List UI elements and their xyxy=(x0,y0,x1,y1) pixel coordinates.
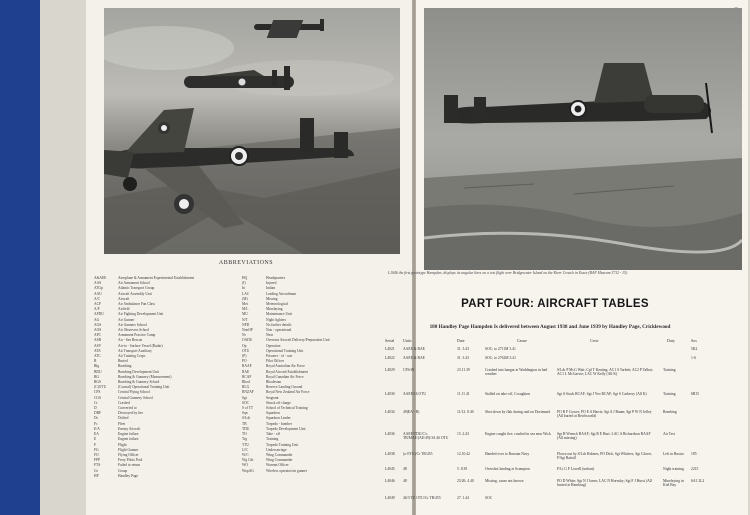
abbreviation-key: RAAF xyxy=(242,364,252,369)
abbreviation-key: OADU xyxy=(242,338,253,343)
abbreviation-meaning: Armament Practice Camp xyxy=(118,333,156,338)
table-cell-cause: SOC; to 2762M 3.41 xyxy=(485,356,516,360)
table-cell-duty: Left in Russia xyxy=(663,452,684,456)
abbreviation-key: W/C xyxy=(242,452,249,457)
table-cell-units: 48 xyxy=(403,467,407,471)
abbreviation-meaning: Royal Australian Air Force xyxy=(266,364,305,369)
table-cell-date: 31. 3.43 xyxy=(457,356,469,360)
table-cell-units: 49(EA - R) xyxy=(403,410,420,414)
abbreviation-key: DBF xyxy=(94,411,101,416)
abbreviation-meaning: Airfield xyxy=(118,307,130,312)
part-title: PART FOUR: AIRCRAFT TABLES xyxy=(461,298,649,310)
abbreviation-key: (C)OTU xyxy=(94,385,107,390)
table-cell-sos: 185 xyxy=(691,452,697,456)
table-cell-sos: 2215 xyxy=(691,467,699,471)
abbreviation-meaning: Crashed xyxy=(118,400,130,405)
abbreviation-meaning: Torpedo Training Unit xyxy=(266,442,299,447)
table-cell-serial: L4022 xyxy=(385,356,395,360)
abbreviation-meaning: Air Training Corps xyxy=(118,354,146,359)
table-cell-serial: L4030 xyxy=(385,392,395,396)
abbreviation-key: F xyxy=(94,442,96,447)
table-cell-date: 25/26. 4.40 xyxy=(457,479,474,483)
table-cell-serial: L4045 xyxy=(385,467,395,471)
table-cell-duty: Training xyxy=(663,368,676,372)
abbreviation-meaning: Converted to xyxy=(118,406,137,411)
abbreviation-meaning: Warrant Officer xyxy=(266,463,289,468)
table-cell-crew: F/Lt G F Lowell (unhurt) xyxy=(557,467,595,471)
abbreviation-key: AG xyxy=(94,317,100,322)
abbreviation-key: Dr xyxy=(94,416,98,421)
abbreviation-key: E xyxy=(94,437,97,442)
abbreviation-key: AAU xyxy=(94,291,102,296)
abbreviation-meaning: Aeroplane & Armament Experimental Establishment xyxy=(118,276,195,280)
abbreviation-key: TO xyxy=(242,432,247,437)
abbreviation-key: ACF xyxy=(94,302,101,307)
abbreviation-meaning: Air-to - Surface Vessel (Radar) xyxy=(118,343,163,348)
abbreviation-key: BDU xyxy=(94,369,102,374)
abbreviation-meaning: Royal Aircraft Establishment xyxy=(266,369,308,374)
abbreviation-key: RNZAF xyxy=(242,390,254,395)
header-crew: Crew xyxy=(590,338,599,343)
table-cell-cause: SOC xyxy=(485,496,493,500)
abbreviation-meaning: Enemy Aircraft xyxy=(118,426,141,431)
abbreviation-meaning: Air Gunner xyxy=(118,317,135,322)
abbreviation-meaning: Take - off xyxy=(266,432,281,437)
abbreviation-key: BGS xyxy=(94,380,101,385)
abbreviation-meaning: Bombing & Gunnery (Measurement) xyxy=(118,374,172,379)
abbreviation-key: A/F xyxy=(94,307,100,312)
abbreviation-key: Wg Cdr xyxy=(242,458,254,463)
abbreviation-entry xyxy=(94,474,244,479)
abbreviation-key: FO xyxy=(94,452,99,457)
abbreviation-key: FTS xyxy=(94,463,101,468)
table-cell-serial: L4038 xyxy=(385,452,395,456)
hampden-prototype-photo xyxy=(424,8,742,270)
abbreviation-meaning: Indian xyxy=(266,286,276,291)
abbreviation-meaning: Sergeant xyxy=(266,395,279,400)
abbreviation-meaning: Royal Canadian Air Force xyxy=(266,374,304,379)
abbreviation-key: A&AEE xyxy=(94,276,107,280)
table-cell-date: 15. 2.43 xyxy=(457,432,469,436)
table-cell-units: AAEE & RAE xyxy=(403,347,425,351)
abbreviation-key: RCAF xyxy=(242,374,252,379)
abbreviation-meaning: Wing Commander xyxy=(266,458,293,463)
abbreviation-meaning: Destroyed by fire xyxy=(118,411,144,416)
abbreviation-meaning: Central Flying School xyxy=(118,390,150,395)
abbreviation-meaning: Overseas Aircraft Delivery/Preparation Unit xyxy=(266,338,330,343)
abbreviation-key: ASR xyxy=(94,338,101,343)
table-cell-crew: Flown out by S/Ldr Holmes, PO Dick, Sgt Whitters, Sgt Glover, F/Sgt Rattall xyxy=(557,452,653,461)
abbreviation-key: FPP xyxy=(94,458,100,463)
abbreviation-meaning: Struck off charge xyxy=(266,400,291,405)
prototype-illustration xyxy=(424,8,742,270)
abbreviation-meaning: Air Armament School xyxy=(118,281,150,286)
table-cell-serial: L4021 xyxy=(385,347,395,351)
abbreviation-key: AOS xyxy=(94,328,102,333)
table-cell-date: 23.11.39 xyxy=(457,368,470,372)
table-cell-units: AAEE/16 OTU xyxy=(403,392,427,396)
abbreviation-meaning: Flying Officer xyxy=(118,452,139,457)
abbreviation-meaning: Engine failure xyxy=(118,432,139,437)
abbreviation-key: FG xyxy=(94,447,99,452)
abbreviations-title: ABBREVIATIONS xyxy=(218,260,274,266)
table-cell-cause: Missing, cause not known xyxy=(485,479,524,483)
abbreviation-key: ATGp xyxy=(94,286,103,291)
abbreviation-meaning: Aircraft xyxy=(118,296,130,301)
abbreviation-key: E/A xyxy=(94,426,100,431)
abbreviation-meaning: Torpedo - bomber xyxy=(266,421,292,426)
abbreviation-key: Gr xyxy=(94,468,98,473)
abbreviation-meaning: Non - operational xyxy=(266,328,292,333)
abbreviation-key: (I) xyxy=(242,281,246,286)
abbreviation-key: Fc xyxy=(94,421,98,426)
header-date: Date xyxy=(457,338,465,343)
table-cell-units: CFS/49 xyxy=(403,368,415,372)
table-cell-cause: Engine caught fire; crashed in sea near Wick xyxy=(485,432,551,436)
abbreviation-key: Nr xyxy=(242,333,246,338)
abbreviation-key: B xyxy=(94,359,97,364)
abbreviation-meaning: Failed to return xyxy=(118,463,141,468)
abbreviation-meaning: No further details xyxy=(266,322,292,327)
abbreviation-meaning: Air Ambulance Fan Class xyxy=(118,302,156,307)
hampden-formation-photo xyxy=(104,8,400,254)
abbreviation-key: ATA xyxy=(94,348,101,353)
abbreviation-meaning: Minelaying xyxy=(266,307,283,312)
header-duty: Duty xyxy=(667,338,675,343)
table-cell-date: 31. 3.43 xyxy=(457,347,469,351)
abbreviation-key: Op xyxy=(242,343,247,348)
abbreviation-key: HQ xyxy=(242,276,248,280)
abbreviation-key: Rhod xyxy=(242,380,250,385)
abbreviation-meaning: Wing Commander xyxy=(266,452,293,457)
abbreviation-meaning: Air Observers School xyxy=(118,328,150,333)
table-cell-date: 11.11.41 xyxy=(457,392,470,396)
abbreviation-entry xyxy=(242,469,407,474)
abbreviation-key: U/C xyxy=(242,447,248,452)
table-cell-cause: SOC; to 2711M 3.41 xyxy=(485,347,516,351)
abbreviation-key: MU xyxy=(242,312,248,317)
table-cell-date: 11/12. 8.40 xyxy=(457,410,474,414)
abbreviation-key: Sgt xyxy=(242,395,247,400)
abbreviation-meaning: Atlantic Transport Group xyxy=(118,286,155,291)
left-page xyxy=(86,0,412,515)
abbreviation-meaning: Injured xyxy=(266,281,277,286)
abbreviation-key: N/T xyxy=(242,317,248,322)
abbreviation-meaning: Buried xyxy=(118,359,128,364)
abbreviation-meaning: Pilot Officer xyxy=(266,359,284,364)
table-cell-sos: 6B15 xyxy=(691,392,699,396)
table-cell-units: AAEE & RAE xyxy=(403,356,425,360)
header-sos: Sos xyxy=(691,338,697,343)
abbreviation-key: In xyxy=(242,286,245,291)
abbreviation-key: HP xyxy=(94,473,99,478)
abbreviation-meaning: Air Fighting Development Unit xyxy=(118,312,164,317)
abbreviation-key: Blg xyxy=(94,364,100,369)
table-cell-duty: Night training xyxy=(663,467,684,471)
table-cell-cause: Handed over to Russian Navy xyxy=(485,452,530,456)
abbreviation-key: NonOP xyxy=(242,328,253,333)
abbreviation-key: NFD xyxy=(242,322,250,327)
table-cell-crew: PO R F Gower; PO E A Harris; Sgt A J Baum; Sgt P W N Jolley (All buried at Reichswald) xyxy=(557,410,652,419)
header-serial: Serial xyxy=(385,338,395,343)
abbreviation-meaning: Operation xyxy=(266,343,281,348)
abbreviation-key: AGS xyxy=(94,322,102,327)
abbreviation-meaning: Squadron xyxy=(266,411,280,416)
abbreviation-meaning: Group xyxy=(118,468,128,473)
abbreviation-meaning: Air Gunners School xyxy=(118,322,147,327)
abbreviation-key: LAC xyxy=(242,291,250,296)
abbreviation-key: WopAG xyxy=(242,468,254,473)
abbreviation-key: S/Ldr xyxy=(242,416,251,421)
abbreviation-meaning: Wireless operator/air gunner xyxy=(266,468,307,473)
abbreviation-meaning: Royal New Zealand Air Force xyxy=(266,390,310,395)
abbreviation-meaning: Air Transport Auxiliary xyxy=(118,348,152,353)
abbreviation-key: RAE xyxy=(242,369,250,374)
table-cell-crew: Sgt A Stack RCAF; Sgt J Yeo RCAF; Sgt S Carberry (All K) xyxy=(557,392,647,396)
table-cell-sos: 5K2 xyxy=(691,347,698,351)
abbreviation-key: Trg xyxy=(242,437,247,442)
table-cell-duty: Minelaying in Kiel Bay xyxy=(663,479,684,488)
table-cell-sos: 6A1 2L2 xyxy=(691,479,705,483)
abbreviation-key: APC xyxy=(94,333,101,338)
abbreviation-meaning: Missing xyxy=(266,296,278,301)
table-cell-serial: L4034 xyxy=(385,410,395,414)
table-cell-serial: L4046 xyxy=(385,479,395,483)
photo-caption: L1046 the first prototype Hampden, displays its angular lines on a test flight over Bridgewater Island on the River Crouch in Essex (RAF Museum 3732 - 15) xyxy=(388,271,628,275)
abbreviation-meaning: Rhodesian xyxy=(266,380,282,385)
abbreviation-meaning: Aircraft Assembly Unit xyxy=(118,291,152,296)
open-book xyxy=(40,0,750,515)
abbreviation-meaning: Reserve Landing Ground xyxy=(266,385,303,390)
table-cell-crew: Sgt H Wrench RAAF; Sgt R E Burt; LAC A Richardson RAAF (All missing) xyxy=(557,432,651,441)
abbreviation-meaning: Bombing & Gunnery School xyxy=(118,380,160,385)
table-cell-sos: 1-6 xyxy=(691,356,696,360)
abbreviation-meaning: Flight xyxy=(118,442,127,447)
abbreviation-key: D xyxy=(94,406,97,411)
abbreviation-key: M/L xyxy=(242,307,249,312)
table-cell-duty: Training xyxy=(663,392,676,396)
abbreviation-key: WO xyxy=(242,463,248,468)
table-cell-serial: L4036 xyxy=(385,432,395,436)
abbreviation-meaning: Training xyxy=(266,437,279,442)
table-cell-units: (a OTU)/Cr TB/455 xyxy=(403,452,433,456)
table-cell-cause: Stalled on take-off, Croughton xyxy=(485,392,530,396)
abbreviation-meaning: Headquarters xyxy=(266,276,286,280)
table-cell-units: AAEE/TDU/C/c TB/MAE/(AE/49)/3A 46 OTU xyxy=(403,432,449,441)
abbreviation-meaning: Night fighters xyxy=(266,317,287,322)
abbreviation-key: TDU xyxy=(242,426,250,431)
abbreviation-meaning: Drifted xyxy=(118,416,129,421)
table-cell-serial: L4049 xyxy=(385,496,395,500)
abbreviation-key: AAS xyxy=(94,281,102,286)
table-cell-date: 5. 8.39 xyxy=(457,467,468,471)
abbreviation-key: (P) xyxy=(242,354,247,359)
abbreviation-key: SOC xyxy=(242,400,249,405)
abbreviation-meaning: Flight Gunner xyxy=(118,447,139,452)
table-cell-duty: Air Test xyxy=(663,432,675,436)
abbreviation-key: OTU xyxy=(242,348,250,353)
abbreviation-key: BG xyxy=(94,374,99,379)
abbreviation-meaning: Prisoner - of - war xyxy=(266,354,293,359)
abbreviation-key: TTU xyxy=(242,442,249,447)
abbreviation-key: EA xyxy=(94,432,99,437)
abbreviation-key: AFDU xyxy=(94,312,104,317)
abbreviation-key: Met xyxy=(242,302,248,307)
table-cell-crew: PO D White; Sgt N J Jones; LAC N Hornsby; Sgt F J Hurst (All buried at Hamburg) xyxy=(557,479,652,488)
abbreviation-meaning: Squadron Leader xyxy=(266,416,291,421)
table-subtitle: 180 Handley Page Hampden Is delivered between August 1938 and June 1939 by Handley Page, Cricklewood xyxy=(429,324,671,330)
formation-illustration xyxy=(104,8,400,254)
abbreviation-meaning: Torpedo Development Unit xyxy=(266,426,306,431)
abbreviation-key: RLG xyxy=(242,385,250,390)
table-cell-date: 27. 1.44 xyxy=(457,496,469,500)
abbreviation-key: ASV xyxy=(94,343,102,348)
table-cell-cause: Crashed into hangar at Waddington in bad weather xyxy=(485,368,548,377)
table-cell-serial: L4029 xyxy=(385,368,395,372)
abbreviation-meaning: Fleet xyxy=(118,421,126,426)
abbreviation-meaning: Central Gunnery School xyxy=(118,395,153,400)
abbreviations-column-2 xyxy=(242,276,407,474)
abbreviation-meaning: Undercarriage xyxy=(266,447,287,452)
abbreviation-meaning: (Coastal) Operational Training Unit xyxy=(118,385,170,390)
abbreviation-key: PO xyxy=(242,359,247,364)
header-units: Units xyxy=(403,338,412,343)
abbreviation-meaning: Maintenance Unit xyxy=(266,312,292,317)
table-cell-crew: S/Ldr P McG Watt; Cpl T Keating; AC1 S Tarbett; AC2 P Talbot; AC1 L McGarvie; LAC W Kelly (All K) xyxy=(557,368,654,377)
abbreviation-meaning: Meteorological xyxy=(266,302,288,307)
abbreviation-key: TB xyxy=(242,421,247,426)
abbreviation-meaning: Engine failure xyxy=(118,437,139,442)
abbreviations-column-1 xyxy=(94,276,244,479)
table-cell-date: 12.10.42 xyxy=(457,452,470,456)
abbreviation-key: CFS xyxy=(94,390,101,395)
table-cell-cause: Shot down by flak during raid on Dortmund xyxy=(485,410,551,414)
abbreviation-meaning: Near xyxy=(266,333,273,338)
abbreviation-key: CGS xyxy=(94,395,101,400)
abbreviation-key: Sqn xyxy=(242,411,248,416)
header-cause: Cause xyxy=(517,338,527,343)
abbreviation-meaning: Handley Page xyxy=(118,473,139,478)
abbreviation-key: S of TT xyxy=(242,406,254,411)
abbreviation-meaning: Air - Sea Rescue xyxy=(118,338,143,343)
abbreviation-key: A/C xyxy=(94,296,100,301)
abbreviation-meaning: Bombing Development Unit xyxy=(118,369,159,374)
abbreviation-meaning: Bombing xyxy=(118,364,132,369)
abbreviation-meaning: School of Technical Training xyxy=(266,406,308,411)
abbreviation-meaning: Leading Aircraftman xyxy=(266,291,297,296)
abbreviation-meaning: Operational Training Unit xyxy=(266,348,304,353)
abbreviation-key: (M) xyxy=(242,296,248,301)
table-cell-duty: Bombing xyxy=(663,410,677,414)
table-cell-units: 48 xyxy=(403,479,407,483)
abbreviation-key: ATC xyxy=(94,354,101,359)
abbreviation-key: Cr xyxy=(94,400,98,405)
abbreviation-meaning: Ferry Pilots Pool xyxy=(118,458,143,463)
table-cell-cause: Overshot landing at Scampton xyxy=(485,467,530,471)
table-cell-units: 46/3 TU OTU/Cr TB/455 xyxy=(403,496,441,500)
